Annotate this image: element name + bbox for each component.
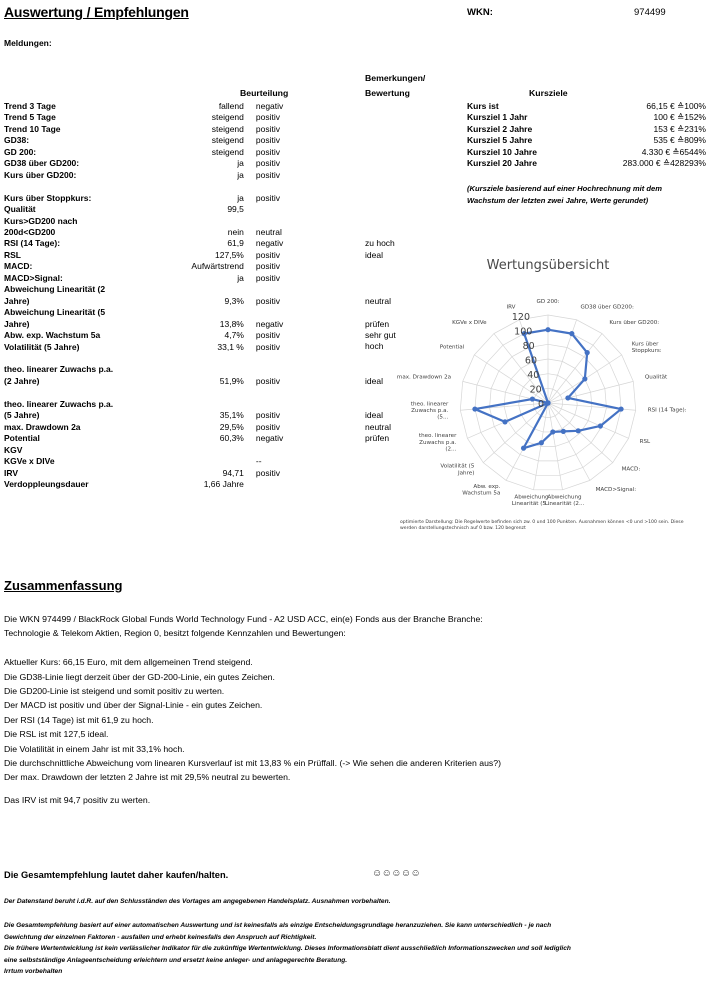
chart-footnote: optimierte Darstellung: Die Regelwerte befinden sich zw. 0 und 100 Punkten. Ausnahmen können <0 und >100 sein. Diese werden darstellungstechnisch auf 0 bzw. 120 begrenzt xyxy=(400,520,684,532)
disclaimer-line: eine selbstständige Anlageentscheidung erleichtern und ersetzt keine anleger- und anlagegerechte Beratung. xyxy=(4,956,348,964)
table-row xyxy=(4,468,354,479)
metric-remark: prüfen xyxy=(365,433,390,444)
recommendation-text: Die Gesamtempfehlung lautet daher kaufen/halten. xyxy=(4,870,229,880)
radar-tick-label: 120 xyxy=(511,312,530,324)
metric-judgement: positiv xyxy=(255,272,280,283)
metric-label: Abweichung Linearität (2 xyxy=(4,284,106,295)
table-row xyxy=(4,181,354,192)
table-row xyxy=(4,273,354,284)
radar-category-label: RSI (14 Tage): xyxy=(647,407,687,414)
metric-label: Kurs über Stoppkurs: xyxy=(4,192,92,203)
kursziel-row xyxy=(467,124,706,135)
metric-label: Qualität xyxy=(4,204,36,215)
kursziel-value: 283.000 € ≙428293% xyxy=(622,158,706,169)
column-header-kursziele: Kursziele xyxy=(529,88,568,98)
summary-irv-line: Das IRV ist mit 94,7 positiv zu werten. xyxy=(4,795,151,805)
metric-value: 13,8% xyxy=(219,318,244,329)
rating-smileys xyxy=(372,868,420,879)
radar-data-point xyxy=(521,446,526,451)
kursziel-value: 535 € ≙809% xyxy=(653,135,706,146)
metric-label: Trend 5 Tage xyxy=(4,112,56,123)
metric-value: 29,5% xyxy=(219,421,244,432)
table-row xyxy=(4,250,354,261)
radar-category-label: GD 200: xyxy=(536,299,560,305)
radar-category-label: IRV xyxy=(506,304,516,311)
metric-value: 51,9% xyxy=(219,375,244,386)
metric-judgement xyxy=(248,364,354,375)
meldungen-label: Meldungen: xyxy=(4,38,52,48)
wertungsuebersicht-chart xyxy=(390,258,706,548)
kursziel-name: Kursziel 5 Jahre xyxy=(467,135,533,146)
metric-label: Trend 10 Tage xyxy=(4,123,61,134)
radar-svg xyxy=(390,278,706,523)
table-row xyxy=(4,456,354,467)
metric-value xyxy=(153,456,248,467)
metric-judgement xyxy=(248,307,354,318)
metric-value: 4,7% xyxy=(224,330,244,341)
metric-label: Volatilität (5 Jahre) xyxy=(4,341,80,352)
kursziel-value: 153 € ≙231% xyxy=(653,123,706,134)
metric-value: 127,5% xyxy=(215,249,244,260)
metric-label: RSL xyxy=(4,249,21,260)
radar-category-label: Abw. exp. Wachstum 5a xyxy=(462,483,501,497)
table-row xyxy=(4,330,354,341)
disclaimer-line: Die frühere Wertentwicklung ist kein verlässlicher Indikator für die zukünftige Wertentwicklung. Dieses Informationsblatt dient ausschließlich Informationszwecken und soll lediglich xyxy=(4,945,571,953)
metric-value xyxy=(153,216,248,227)
radar-data-point xyxy=(618,406,623,411)
table-row xyxy=(4,238,354,249)
metric-judgement: positiv xyxy=(255,146,280,157)
metric-remark: prüfen xyxy=(365,318,390,329)
radar-tick-label: 20 xyxy=(529,384,542,396)
metric-label: KGV xyxy=(4,444,23,455)
radar-data-point xyxy=(472,406,477,411)
kursziel-name: Kurs ist xyxy=(467,101,499,111)
summary-point: Die durchschnittliche Abweichung vom linearen Kursverlauf ist mit 13,83 % ein Prüffall. (-> Wie sehen die anderen Kriterien aus?) xyxy=(4,758,501,769)
wkn-label: WKN: xyxy=(467,7,493,18)
metric-label: Kurs über GD200: xyxy=(4,169,77,180)
radar-category-label: KGVe x DIVe xyxy=(452,320,487,327)
table-row xyxy=(4,364,354,375)
kursziel-name: Kursziel 10 Jahre xyxy=(467,146,537,157)
metric-label: Abweichung Linearität (5 xyxy=(4,307,106,318)
summary-intro xyxy=(4,612,702,641)
metric-label: RSI (14 Tage): xyxy=(4,238,61,249)
metric-value: ja xyxy=(237,192,244,203)
metric-label: Jahre) xyxy=(4,295,30,306)
radar-tick-label: 80 xyxy=(522,341,535,353)
metric-label: MACD>Signal: xyxy=(4,272,63,283)
table-row xyxy=(4,216,354,227)
metric-judgement: positiv xyxy=(255,341,280,352)
table-row xyxy=(4,342,354,353)
table-row xyxy=(4,353,354,364)
kursziel-value: 66,15 € ≙100% xyxy=(646,101,706,111)
radar-category-label: Qualität xyxy=(644,374,668,381)
kursziel-row xyxy=(467,101,706,112)
table-row xyxy=(4,319,354,330)
column-header-bemerkungen-line2: Bewertung xyxy=(365,88,410,98)
summary-point: Aktueller Kurs: 66,15 Euro, mit dem allgemeinen Trend steigend. xyxy=(4,657,253,668)
radar-data-point xyxy=(585,350,590,355)
radar-category-label: max. Drawdown 2a xyxy=(396,374,452,381)
radar-data-point xyxy=(530,396,535,401)
table-row xyxy=(4,261,354,272)
table-row xyxy=(4,227,354,238)
metric-value: fallend xyxy=(218,101,244,111)
metric-value: 1,66 Jahre xyxy=(203,478,244,489)
metric-judgement xyxy=(248,445,354,456)
radar-category-label: MACD>Signal: xyxy=(595,486,637,493)
radar-tick-label: 40 xyxy=(527,370,540,381)
metric-value: 61,9 xyxy=(227,238,244,249)
radar-category-label: GD38 über GD200: xyxy=(580,304,634,311)
metric-value: 99,5 xyxy=(227,204,244,215)
summary-points xyxy=(4,655,702,785)
metric-remark: zu hoch xyxy=(365,238,395,249)
metric-label: (5 Jahre) xyxy=(4,410,40,421)
table-row xyxy=(4,376,354,387)
metric-judgement: positiv xyxy=(255,123,280,134)
metric-judgement: positiv xyxy=(255,375,280,386)
metric-judgement: positiv xyxy=(255,135,280,146)
radar-axis-spoke xyxy=(483,403,548,463)
radar-category-label: RSL xyxy=(639,439,651,446)
table-row xyxy=(4,170,354,181)
kursziel-row xyxy=(467,158,706,169)
metric-label: 200d<GD200 xyxy=(4,226,56,237)
metric-value: 60,3% xyxy=(219,433,244,444)
kursziel-row xyxy=(467,112,706,123)
metric-judgement xyxy=(248,284,354,295)
metric-value xyxy=(153,399,248,410)
metric-judgement: positiv xyxy=(255,192,280,203)
disclaimer-datastand: Der Datenstand beruht i.d.R. auf den Schlusständen des Vortages am angegebenen Handelsplatz. Ausnahmen vorbehalten. xyxy=(4,898,391,905)
summary-point: Der MACD ist positiv und über der Signal-Linie - ein gutes Zeichen. xyxy=(4,700,263,711)
radar-data-point xyxy=(545,400,550,405)
metric-judgement: positiv xyxy=(255,410,280,421)
metric-value: 9,3% xyxy=(224,295,244,306)
summary-point: Die GD38-Linie liegt derzeit über der GD-200-Linie, ein gutes Zeichen. xyxy=(4,671,275,682)
radar-category-label: theo. linearer Zuwachs p.a. (5... xyxy=(410,401,449,421)
kursziel-name: Kursziel 2 Jahre xyxy=(467,123,533,134)
radar-axis-spoke xyxy=(548,403,613,463)
metric-remark: ideal xyxy=(365,410,383,421)
radar-data-point xyxy=(569,331,574,336)
metric-value: 33,1 % xyxy=(217,341,244,352)
metric-value: steigend xyxy=(211,135,244,146)
summary-point: Die Volatilität in einem Jahr ist mit 33,1% hoch. xyxy=(4,743,185,754)
radar-category-label: Kurs über Stoppkurs: xyxy=(631,341,662,354)
summary-point: Die RSL ist mit 127,5 ideal. xyxy=(4,729,109,740)
smiley-icon: ☺ xyxy=(410,868,421,879)
summary-intro-line: Die WKN 974499 / BlackRock Global Funds World Technology Fund - A2 USD ACC, ein(e) Fonds aus der Branche Branche: xyxy=(4,614,483,624)
radar-data-point xyxy=(550,429,555,434)
column-header-bemerkungen-line1: Bemerkungen/ xyxy=(365,73,426,83)
table-row xyxy=(4,147,354,158)
table-row xyxy=(4,399,354,410)
kursziele-table xyxy=(467,101,706,170)
metric-label: GD38: xyxy=(4,135,30,146)
metric-value: ja xyxy=(237,272,244,283)
metric-label: Trend 3 Tage xyxy=(4,101,56,111)
table-row xyxy=(4,158,354,169)
radar-tick-label: 60 xyxy=(524,355,537,367)
kursziele-note-line2: Wachstum der letzten zwei Jahre, Werte gerundet) xyxy=(467,195,649,205)
radar-data-point xyxy=(598,423,603,428)
radar-data-point xyxy=(539,440,544,445)
kursziel-name: Kursziel 1 Jahr xyxy=(467,112,528,123)
metric-judgement: positiv xyxy=(255,421,280,432)
metric-label: Verdoppleungsdauer xyxy=(4,478,89,489)
radar-data-point xyxy=(561,429,566,434)
smiley-icon: ☺ xyxy=(372,868,382,879)
metric-judgement: positiv xyxy=(255,158,280,169)
radar-data-point xyxy=(582,376,587,381)
metric-label: KGVe x DIVe xyxy=(4,456,55,467)
metric-value: steigend xyxy=(211,112,244,123)
table-row xyxy=(4,135,354,146)
summary-body xyxy=(4,612,702,799)
metric-judgement: positiv xyxy=(255,169,280,180)
metric-label: GD 200: xyxy=(4,146,37,157)
kursziel-value: 4.330 € ≙6544% xyxy=(641,146,706,157)
metric-judgement: positiv xyxy=(255,261,280,272)
metric-judgement xyxy=(248,216,354,227)
metric-judgement: negativ xyxy=(255,101,284,111)
metric-label: (2 Jahre) xyxy=(4,375,40,386)
metric-value: nein xyxy=(227,226,244,237)
table-row xyxy=(4,124,354,135)
metric-label: theo. linearer Zuwachs p.a. xyxy=(4,398,114,409)
radar-category-label: Abweichung Linearität (5... xyxy=(511,494,552,508)
metric-judgement: positiv xyxy=(255,467,280,478)
metric-remark: sehr gut xyxy=(365,330,396,340)
radar-category-label: Kurs über GD200: xyxy=(609,320,660,327)
table-row xyxy=(4,193,354,204)
kursziel-row xyxy=(467,147,706,158)
table-row xyxy=(4,204,354,215)
metric-label: GD38 über GD200: xyxy=(4,158,80,169)
metric-value: Aufwärtstrend xyxy=(191,261,244,272)
metric-label: Jahre) xyxy=(4,318,30,329)
metric-label: Kurs>GD200 nach xyxy=(4,215,78,226)
metric-judgement: positiv xyxy=(255,112,280,123)
kursziele-note xyxy=(467,183,706,206)
metric-value xyxy=(153,364,248,375)
metric-judgement xyxy=(248,204,354,215)
radar-category-label: MACD: xyxy=(621,466,641,473)
metrics-table xyxy=(4,101,354,490)
kursziel-value: 100 € ≙152% xyxy=(653,112,706,123)
metric-label: max. Drawdown 2a xyxy=(4,421,81,432)
metric-value xyxy=(153,284,248,295)
table-row xyxy=(4,387,354,398)
radar-category-label: Abweichung Linearität (2... xyxy=(544,494,585,508)
metric-value: steigend xyxy=(211,146,244,157)
radar-data-point xyxy=(545,327,550,332)
kursziel-row xyxy=(467,135,706,146)
disclaimer-line: Irrtum vorbehalten xyxy=(4,968,63,976)
radar-data-point xyxy=(502,419,507,424)
table-row xyxy=(4,296,354,307)
metric-label: Abw. exp. Wachstum 5a xyxy=(4,330,101,341)
wkn-value: 974499 xyxy=(634,7,666,18)
metric-judgement: negativ xyxy=(255,318,284,329)
metric-judgement: positiv xyxy=(255,330,280,341)
metric-judgement: positiv xyxy=(255,295,280,306)
metric-value: 35,1% xyxy=(219,410,244,421)
disclaimer-body xyxy=(4,920,704,978)
radar-category-label: theo. linearer Zuwachs p.a. (2... xyxy=(418,433,457,453)
metric-label: MACD: xyxy=(4,261,33,272)
disclaimer-line: Die Gesamtempfehlung basiert auf einer automatischen Auswertung und ist keinesfalls als einzige Entscheidungsgrundlage heranzuziehen. Sie kann unterschiedlich - je nach xyxy=(4,922,552,929)
summary-point: Der RSI (14 Tage) ist mit 61,9 zu hoch. xyxy=(4,714,154,725)
metric-label: Potential xyxy=(4,433,40,444)
table-row xyxy=(4,445,354,456)
table-row xyxy=(4,101,354,112)
table-row xyxy=(4,307,354,318)
radar-data-point xyxy=(565,395,570,400)
metric-remark: ideal xyxy=(365,375,383,386)
table-row xyxy=(4,284,354,295)
radar-tick-label: 0 xyxy=(537,399,544,410)
table-row xyxy=(4,422,354,433)
metric-judgement xyxy=(248,399,354,410)
metric-judgement: negativ xyxy=(255,238,284,249)
summary-point: Der max. Drawdown der letzten 2 Jahre ist mit 29,5% neutral zu bewerten. xyxy=(4,772,291,783)
metric-judgement: positiv xyxy=(255,249,280,260)
metric-label: theo. linearer Zuwachs p.a. xyxy=(4,364,114,375)
radar-data-point xyxy=(576,428,581,433)
summary-point: Die GD200-Linie ist steigend und somit positiv zu werten. xyxy=(4,686,225,697)
table-row xyxy=(4,410,354,421)
table-row xyxy=(4,433,354,444)
metric-value xyxy=(153,307,248,318)
kursziele-note-line1: (Kursziele basierend auf einer Hochrechnung mit dem xyxy=(467,184,662,193)
smiley-icon: ☺ xyxy=(381,868,392,879)
table-row xyxy=(4,479,354,490)
metric-value: 94,71 xyxy=(222,467,244,478)
metric-remark: neutral xyxy=(365,295,391,306)
summary-intro-line: Technologie & Telekom Aktien, Region 0, besitzt folgende Kennzahlen und Bewertungen: xyxy=(4,628,346,639)
smiley-icon: ☺ xyxy=(400,868,411,879)
metric-judgement: neutral xyxy=(255,226,282,237)
radar-category-label: Potential xyxy=(439,344,465,351)
page-title: Auswertung / Empfehlungen xyxy=(4,4,189,20)
metric-remark: hoch xyxy=(365,341,384,352)
kursziel-name: Kursziel 20 Jahre xyxy=(467,158,537,169)
metric-judgement: -- xyxy=(255,456,262,467)
chart-title: Wertungsübersicht xyxy=(486,258,610,273)
disclaimer-line: Gewichtung der einzelnen Faktoren - ausfallen und erhebt keinesfalls den Anspruch auf Richtigkeit. xyxy=(4,933,317,941)
metric-judgement xyxy=(248,479,354,490)
metric-judgement: negativ xyxy=(255,433,284,444)
metric-remark: ideal xyxy=(365,249,383,260)
metric-label: IRV xyxy=(4,467,19,478)
metric-value: ja xyxy=(237,169,244,180)
smiley-icon: ☺ xyxy=(391,868,401,879)
table-row xyxy=(4,112,354,123)
radar-tick-label: 100 xyxy=(514,326,533,338)
radar-category-label: Volatilität (5 Jahre) xyxy=(440,463,475,477)
metric-remark: neutral xyxy=(365,421,391,432)
metric-value: steigend xyxy=(211,123,244,134)
summary-title: Zusammenfassung xyxy=(4,578,123,593)
column-header-beurteilung: Beurteilung xyxy=(240,88,289,98)
metric-value xyxy=(153,445,248,456)
metric-value: ja xyxy=(237,158,244,169)
